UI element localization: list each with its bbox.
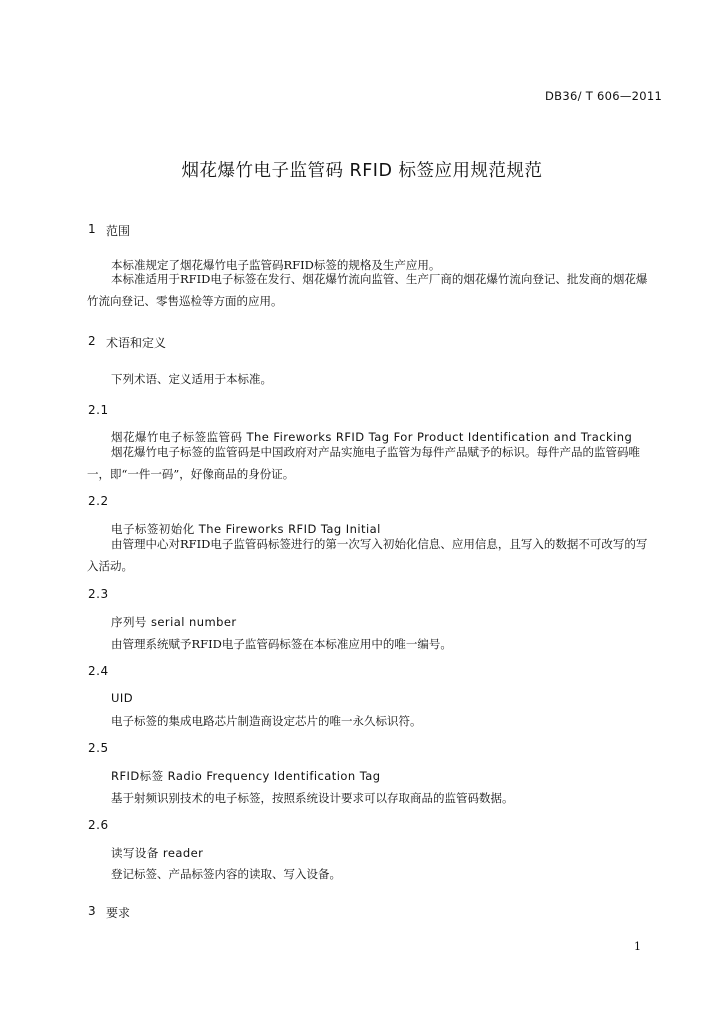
- term-number: 2.2: [88, 494, 109, 508]
- section-number: 1: [88, 222, 96, 236]
- term-number: 2.1: [88, 403, 109, 417]
- section-number: 2: [88, 334, 96, 348]
- term-title: 烟花爆竹电子标签监管码 The Fireworks RFID Tag For Product Identification and Tracking: [111, 430, 633, 444]
- term-title: 序列号 serial number: [111, 615, 237, 629]
- section-title: 范围: [106, 224, 131, 238]
- term-number: 2.4: [88, 664, 109, 678]
- term-title: 电子标签初始化 The Fireworks RFID Tag Initial: [111, 522, 381, 536]
- term-definition: 登记标签、产品标签内容的读取、写入设备。: [111, 867, 341, 881]
- term-definition: 由管理系统赋予RFID电子监管码标签在本标准应用中的唯一编号。: [111, 637, 452, 651]
- body-paragraph: 本标准规定了烟花爆竹电子监管码RFID标签的规格及生产应用。: [111, 258, 441, 272]
- term-number: 2.3: [88, 587, 109, 601]
- section-title: 术语和定义: [106, 336, 167, 350]
- term-definition: 基于射频识别技术的电子标签，按照系统设计要求可以存取商品的监管码数据。: [111, 791, 514, 805]
- section-title: 要求: [106, 906, 131, 920]
- term-number: 2.5: [88, 741, 109, 755]
- term-title: UID: [111, 691, 134, 705]
- page-number: 1: [634, 940, 641, 953]
- body-paragraph: 下列术语、定义适用于本标准。: [111, 372, 272, 386]
- section-number: 3: [88, 904, 96, 918]
- term-definition: 烟花爆竹电子标签的监管码是中国政府对产品实施电子监管为每件产品赋予的标识。每件产品的监管码唯一，即“一件一码”，好像商品的身份证。: [87, 445, 640, 481]
- term-definition: 电子标签的集成电路芯片制造商设定芯片的唯一永久标识符。: [111, 714, 422, 728]
- term-title: 读写设备 reader: [111, 846, 204, 860]
- term-number: 2.6: [88, 818, 109, 832]
- page-title: 烟花爆竹电子监管码 RFID 标签应用规范规范: [181, 161, 543, 181]
- body-paragraph: 本标准适用于RFID电子标签在发行、烟花爆竹流向监管、生产厂商的烟花爆竹流向登记、批发商的烟花爆竹流向登记、零售巡检等方面的应用。: [87, 272, 648, 308]
- term-definition: 由管理中心对RFID电子监管码标签进行的第一次写入初始化信息、应用信息，且写入的数据不可改写的写入活动。: [87, 537, 648, 573]
- document-code: DB36/ T 606—2011: [545, 89, 663, 103]
- term-title: RFID标签 Radio Frequency Identification Tag: [111, 769, 381, 783]
